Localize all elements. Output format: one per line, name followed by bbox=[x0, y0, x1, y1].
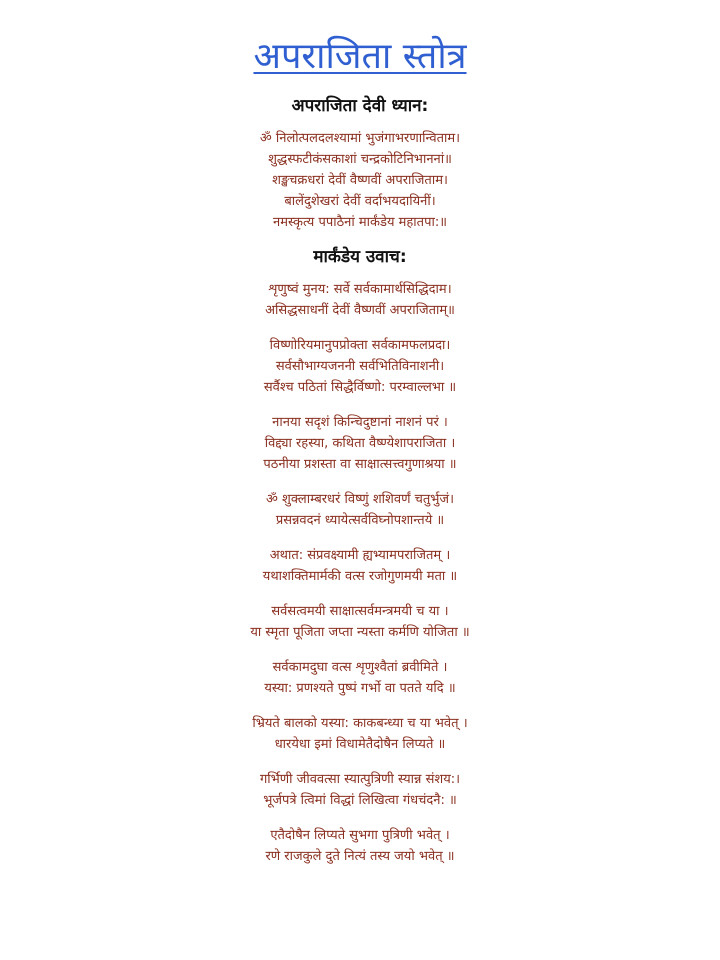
verse-line: सर्वसौभाग्यजननी सर्वभितिविनाशनी। bbox=[275, 359, 445, 374]
verse-line: भूर्जपत्रे त्विमां विद्धां लिखित्वा गंधचंदनै: ॥ bbox=[263, 793, 457, 808]
verse-line: गर्भिणी जीववत्सा स्यात्पुत्रिणी स्यान्न संशय:। bbox=[259, 772, 461, 787]
verse-line: प्रसन्नवदनं ध्यायेत्सर्वविघ्नोपशान्तये ॥ bbox=[275, 513, 445, 528]
verse-line: एतैदोषैन लिप्यते सुभगा पुत्रिणी भवेत् । bbox=[270, 828, 450, 843]
verse-line: अथात: संप्रवक्ष्यामी ह्यभ्यामपराजितम् । bbox=[269, 548, 451, 563]
verse-line: सर्वकामदुघा वत्स शृणुश्वैतां ब्रवीमिते । bbox=[272, 660, 448, 675]
verse-line: ॐ शुक्लाम्बरधरं विष्णुं शशिवर्णं चतुर्भुजं। bbox=[266, 492, 454, 507]
verse-line: शुद्धस्फटीकंसकाशां चन्द्रकोटिनिभाननां॥ bbox=[268, 152, 452, 167]
verse-line: नानया सदृशं किन्चिदुष्टानां नाशनं परं । bbox=[272, 415, 448, 430]
verse-line: सर्वसत्वमयी साक्षात्सर्वमन्त्रमयी च या । bbox=[271, 604, 449, 619]
stanza bbox=[0, 657, 720, 699]
section-heading-uvach: मार्कंडेय उवाच: bbox=[313, 247, 407, 267]
verse-line: शङ्खचक्रधरां देवीं वैष्णवीं अपराजिताम। bbox=[272, 173, 448, 188]
stanza bbox=[0, 545, 720, 587]
stanza bbox=[0, 825, 720, 867]
verse-line: भ्रियते बालको यस्या: काकबन्ध्या च या भवेत् । bbox=[252, 716, 468, 731]
verse-line: यस्या: प्रणश्यते पुष्पं गर्भो वा पतते यदि ॥ bbox=[264, 681, 456, 696]
verse-line: धारयेधा इमां विधामेतैदोषैन लिप्यते ॥ bbox=[274, 737, 446, 752]
verse-line: पठनीया प्रशस्ता वा साक्षात्सत्त्वगुणाश्रया ॥ bbox=[263, 457, 457, 472]
stanza bbox=[0, 335, 720, 398]
stanza bbox=[0, 279, 720, 321]
section-heading-dhyan: अपराजिता देवी ध्यान: bbox=[291, 96, 429, 116]
verse-line: शृणुष्वं मुनय: सर्वे सर्वकामार्थसिद्धिदाम। bbox=[268, 282, 452, 297]
verse-line: बालेंदुशेखरां देवीं वर्दाभयदायिनीं। bbox=[284, 194, 436, 209]
verse-line: नमस्कृत्य पपाठैनां मार्कंडेय महातपा:॥ bbox=[273, 215, 447, 230]
stanza bbox=[0, 769, 720, 811]
stanza bbox=[0, 601, 720, 643]
verse-line: सर्वैश्च पठितां सिद्धैर्विष्णो: परम्वाल्लभा ॥ bbox=[263, 380, 457, 395]
verse-line: या स्मृता पूजिता जप्ता न्यस्ता कर्मणि योजिता ॥ bbox=[250, 625, 470, 640]
verse-line: विद्द्या रहस्या, कथिता वैष्ण्येशापराजिता । bbox=[264, 436, 456, 451]
stanza bbox=[0, 412, 720, 475]
stanza bbox=[0, 489, 720, 531]
dhyan-verse bbox=[0, 128, 720, 233]
verse-line: ॐ निलोत्पलदलश्यामां भुजंगाभरणान्विताम। bbox=[259, 131, 461, 146]
verse-line: रणे राजकुले दुते नित्यं तस्य जयो भवेत् ॥ bbox=[265, 849, 455, 864]
stanza bbox=[0, 713, 720, 755]
verse-line: विष्णोरियमानुपप्रोक्ता सर्वकामफलप्रदा। bbox=[269, 338, 451, 353]
verse-line: यथाशक्तिमार्मकी वत्स रजोगुणमयी मता ॥ bbox=[262, 569, 458, 584]
page-title: अपराजिता स्तोत्र bbox=[253, 36, 467, 77]
verse-line: असिद्धसाधनीं देवीं वैष्णवीं अपराजिताम्॥ bbox=[265, 303, 455, 318]
